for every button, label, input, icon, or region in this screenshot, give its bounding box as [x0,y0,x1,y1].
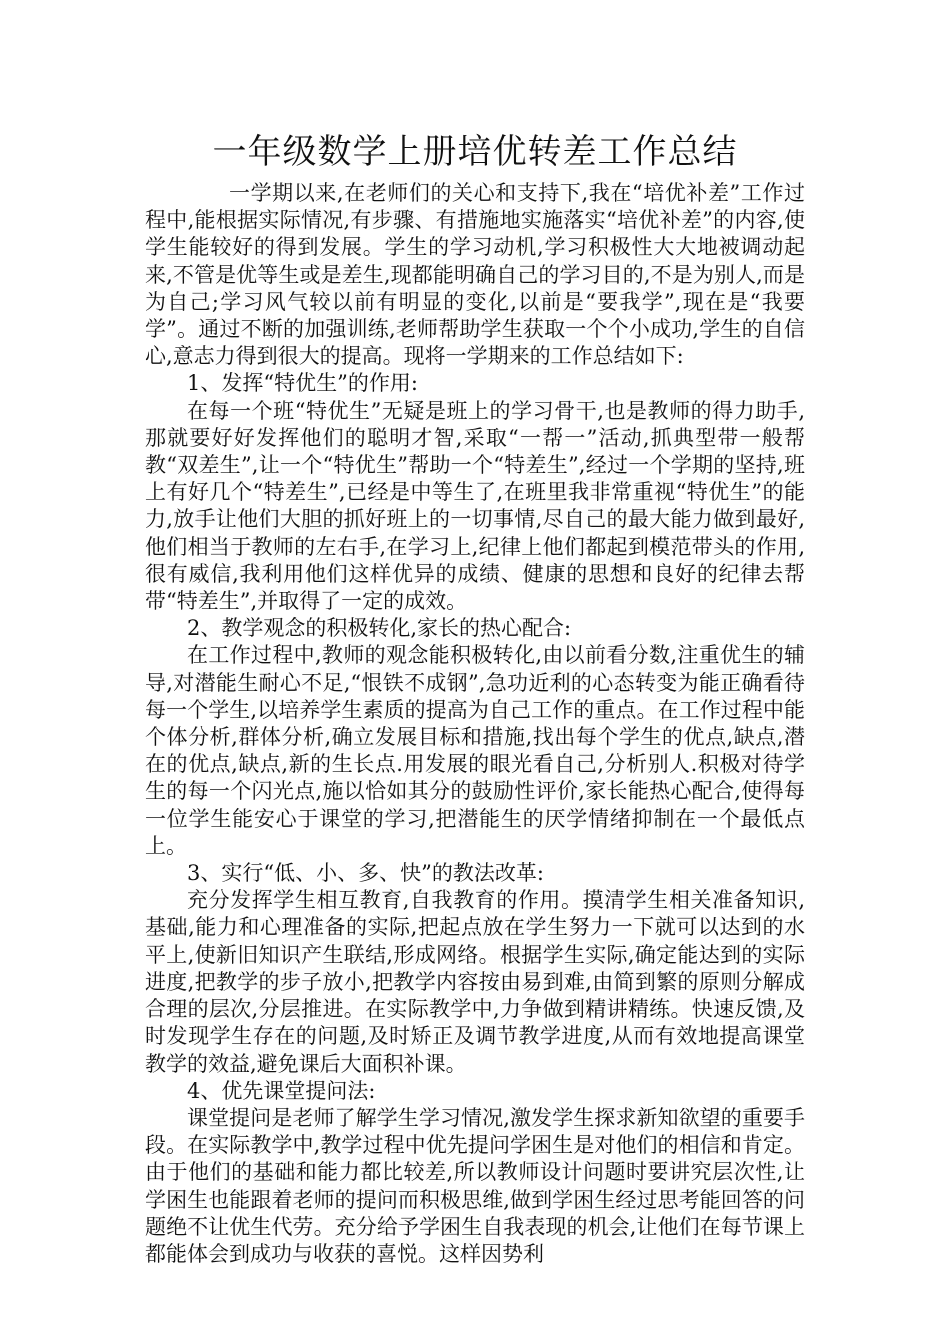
section-1-paragraph: 在每一个班“特优生”无疑是班上的学习骨干,也是教师的得力助手,那就要好好发挥他们的聪明才智,采取“一帮一”活动,抓典型带一般帮教“双差生”,让一个“特优生”帮助一个“特差生”,经过一个学期的坚持,班上有好几个“特差生”,已经是中等生了,在班里我非常重视“特优生”的能力,放手让他们大胆的抓好班上的一切事情,尽自己的最大能力做到最好,他们相当于教师的左右手,在学习上,纪律上他们都起到模范带头的作用,很有威信,我利用他们这样优异的成绩、健康的思想和良好的纪律去帮带“特差生”,并取得了一定的成效。 [145,398,805,614]
document-title: 一年级数学上册培优转差工作总结 [212,132,738,172]
section-2-paragraph: 在工作过程中,教师的观念能积极转化,由以前看分数,注重优生的辅导,对潜能生耐心不足,“恨铁不成钢”,急功近利的心态转变为能正确看待每一个学生,以培养学生素质的提高为自己工作的重点。在工作过程中能个体分析,群体分析,确立发展目标和措施,找出每个学生的优点,缺点,潜在的优点,缺点,新的生长点.用发展的眼光看自己,分析别人.积极对待学生的每一个闪光点,施以恰如其分的鼓励性评价,家长能热心配合,使得每一位学生能安心于课堂的学习,把潜能生的厌学情绪抑制在一个最低点上。 [145,643,805,858]
section-3-heading: 3、实行“低、小、多、快”的教法改革: [187,861,544,886]
section-4-paragraph: 课堂提问是老师了解学生学习情况,激发学生探求新知欲望的重要手段。在实际教学中,教学过程中优先提问学困生是对他们的相信和肯定。由于他们的基础和能力都比较差,所以教师设计问题时要讲究层次性,让学困生也能跟着老师的提问而积极思维,做到学困生经过思考能回答的问题绝不让优生代劳。充分给予学困生自我表现的机会,让他们在每节课上都能体会到成功与收获的喜悦。这样因势利 [145,1105,805,1266]
section-4-heading: 4、优先课堂提问法: [187,1078,376,1103]
section-3-paragraph: 充分发挥学生相互教育,自我教育的作用。摸清学生相关准备知识,基础,能力和心理准备的实际,把起点放在学生努力一下就可以达到的水平上,使新旧知识产生联结,形成网络。根据学生实际,确定能达到的实际进度,把教学的步子放小,把教学内容按由易到难,由简到繁的原则分解成合理的层次,分层推进。在实际教学中,力争做到精讲精练。快速反馈,及时发现学生存在的问题,及时矫正及调节教学进度,从而有效地提高课堂教学的效益,避免课后大面积补课。 [145,888,805,1076]
section-1-heading: 1、发挥“特优生”的作用: [187,371,418,396]
intro-paragraph: 一学期以来,在老师们的关心和支持下,我在“培优补差”工作过程中,能根据实际情况,有步骤、有措施地实施落实“培优补差”的内容,使学生能较好的得到发展。学生的学习动机,学习积极性大大地被调动起来,不管是优等生或是差生,现都能明确自己的学习目的,不是为别人,而是为自己;学习风气较以前有明显的变化,以前是“要我学”,现在是“我要学”。通过不断的加强训练,老师帮助学生获取一个个小成功,学生的自信心,意志力得到很大的提高。现将一学期来的工作总结如下: [145,181,805,369]
section-2-heading: 2、教学观念的积极转化,家长的热心配合: [187,616,572,641]
document-body [145,128,805,1268]
